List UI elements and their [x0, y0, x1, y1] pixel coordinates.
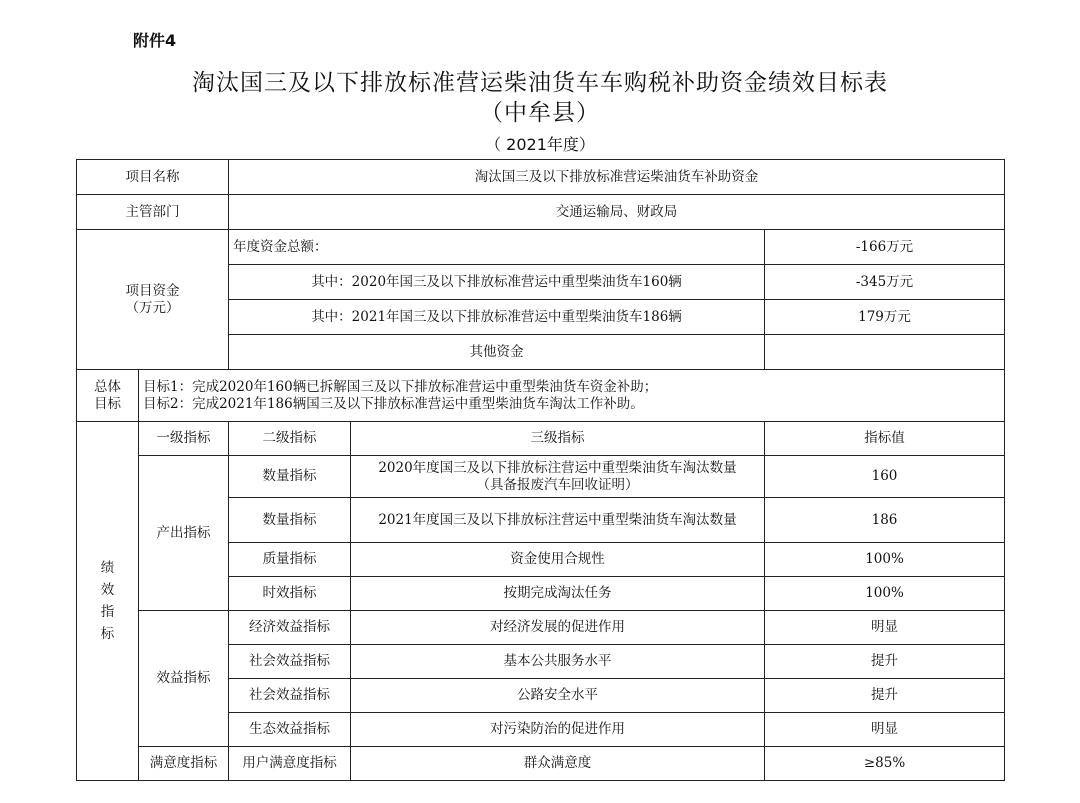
header-level1: 一级指标 [139, 422, 229, 456]
department-row [77, 195, 1005, 230]
funds-label-line1: 项目资金 [125, 282, 180, 299]
indicator-value: 明显 [765, 611, 1005, 645]
indicator-row [77, 456, 1005, 498]
indicator-level2: 时效指标 [229, 577, 351, 611]
performance-indicator-label [77, 422, 139, 781]
indicator-level3: 公路安全水平 [351, 679, 765, 713]
attachment-label: 附件4 [133, 31, 177, 50]
funds-row [77, 230, 1005, 265]
indicator-level2: 经济效益指标 [229, 611, 351, 645]
indicator-level3: 按期完成淘汰任务 [351, 577, 765, 611]
funds-desc: 年度资金总额： [229, 230, 765, 265]
overall-goal-label-line2: 目标 [94, 395, 121, 412]
document-year: （ 2021年度） [485, 135, 595, 154]
indicator-value: 186 [765, 498, 1005, 543]
benefit-indicator-label: 效益指标 [139, 611, 229, 747]
indicator-value: ≥85% [765, 747, 1005, 781]
overall-goal-text [139, 370, 1005, 422]
header-value: 指标值 [765, 422, 1005, 456]
performance-label-char: 效 [100, 582, 115, 598]
department-value: 交通运输局、财政局 [229, 195, 1005, 230]
indicator-value: 提升 [765, 645, 1005, 679]
indicator-level3 [351, 456, 765, 498]
indicator-level2: 社会效益指标 [229, 679, 351, 713]
performance-label-char: 标 [100, 626, 115, 642]
indicator-row [77, 611, 1005, 645]
satisfaction-indicator-label: 满意度指标 [139, 747, 229, 781]
indicator-level3: 对污染防治的促进作用 [351, 713, 765, 747]
indicator-level2: 质量指标 [229, 543, 351, 577]
indicator-level3: 基本公共服务水平 [351, 645, 765, 679]
performance-goal-table [76, 159, 1005, 781]
indicator-header-row [77, 422, 1005, 456]
funds-desc: 其他资金 [229, 335, 765, 370]
indicator-value: 100% [765, 577, 1005, 611]
indicator-level2: 数量指标 [229, 498, 351, 543]
overall-goal-label-line1: 总体 [94, 378, 121, 395]
indicator-level3: 对经济发展的促进作用 [351, 611, 765, 645]
funds-desc: 其中：2020年国三及以下排放标准营运中重型柴油货车160辆 [229, 265, 765, 300]
project-name-label: 项目名称 [77, 160, 229, 195]
funds-label [77, 230, 229, 370]
funds-desc: 其中：2021年国三及以下排放标准营运中重型柴油货车186辆 [229, 300, 765, 335]
project-name-row [77, 160, 1005, 195]
department-label: 主管部门 [77, 195, 229, 230]
indicator-level2: 用户满意度指标 [229, 747, 351, 781]
output-indicator-label: 产出指标 [139, 456, 229, 611]
overall-goal-label [77, 370, 139, 422]
overall-goal-2: 目标2：完成2021年186辆国三及以下排放标准营运中重型柴油货车淘汰工作补助。 [143, 395, 644, 412]
document-title: 淘汰国三及以下排放标准营运柴油货车车购税补助资金绩效目标表 [192, 70, 888, 96]
indicator-value: 明显 [765, 713, 1005, 747]
funds-amount [765, 335, 1005, 370]
performance-label-char: 指 [100, 604, 115, 620]
project-name-value: 淘汰国三及以下排放标准营运柴油货车补助资金 [229, 160, 1005, 195]
overall-goal-row [77, 370, 1005, 422]
header-level2: 二级指标 [229, 422, 351, 456]
funds-amount: -166万元 [765, 230, 1005, 265]
funds-amount: 179万元 [765, 300, 1005, 335]
indicator-level3-line1: 2020年度国三及以下排放标注营运中重型柴油货车淘汰数量 [378, 459, 737, 476]
indicator-level2: 生态效益指标 [229, 713, 351, 747]
indicator-level3-line2: （具备报废汽车回收证明） [476, 476, 639, 493]
funds-amount: -345万元 [765, 265, 1005, 300]
overall-goal-1: 目标1：完成2020年160辆已拆解国三及以下排放标准营运中重型柴油货车资金补助； [143, 378, 658, 395]
indicator-level2: 数量指标 [229, 456, 351, 498]
indicator-value: 100% [765, 543, 1005, 577]
header-level3: 三级指标 [351, 422, 765, 456]
indicator-value: 提升 [765, 679, 1005, 713]
indicator-level2: 社会效益指标 [229, 645, 351, 679]
document-subtitle: （中牟县） [480, 100, 600, 126]
indicator-row [77, 747, 1005, 781]
indicator-level3: 资金使用合规性 [351, 543, 765, 577]
performance-label-char: 绩 [100, 560, 115, 576]
indicator-level3: 2021年度国三及以下排放标注营运中重型柴油货车淘汰数量 [351, 498, 765, 543]
indicator-value: 160 [765, 456, 1005, 498]
funds-label-line2: （万元） [125, 299, 180, 316]
indicator-level3: 群众满意度 [351, 747, 765, 781]
